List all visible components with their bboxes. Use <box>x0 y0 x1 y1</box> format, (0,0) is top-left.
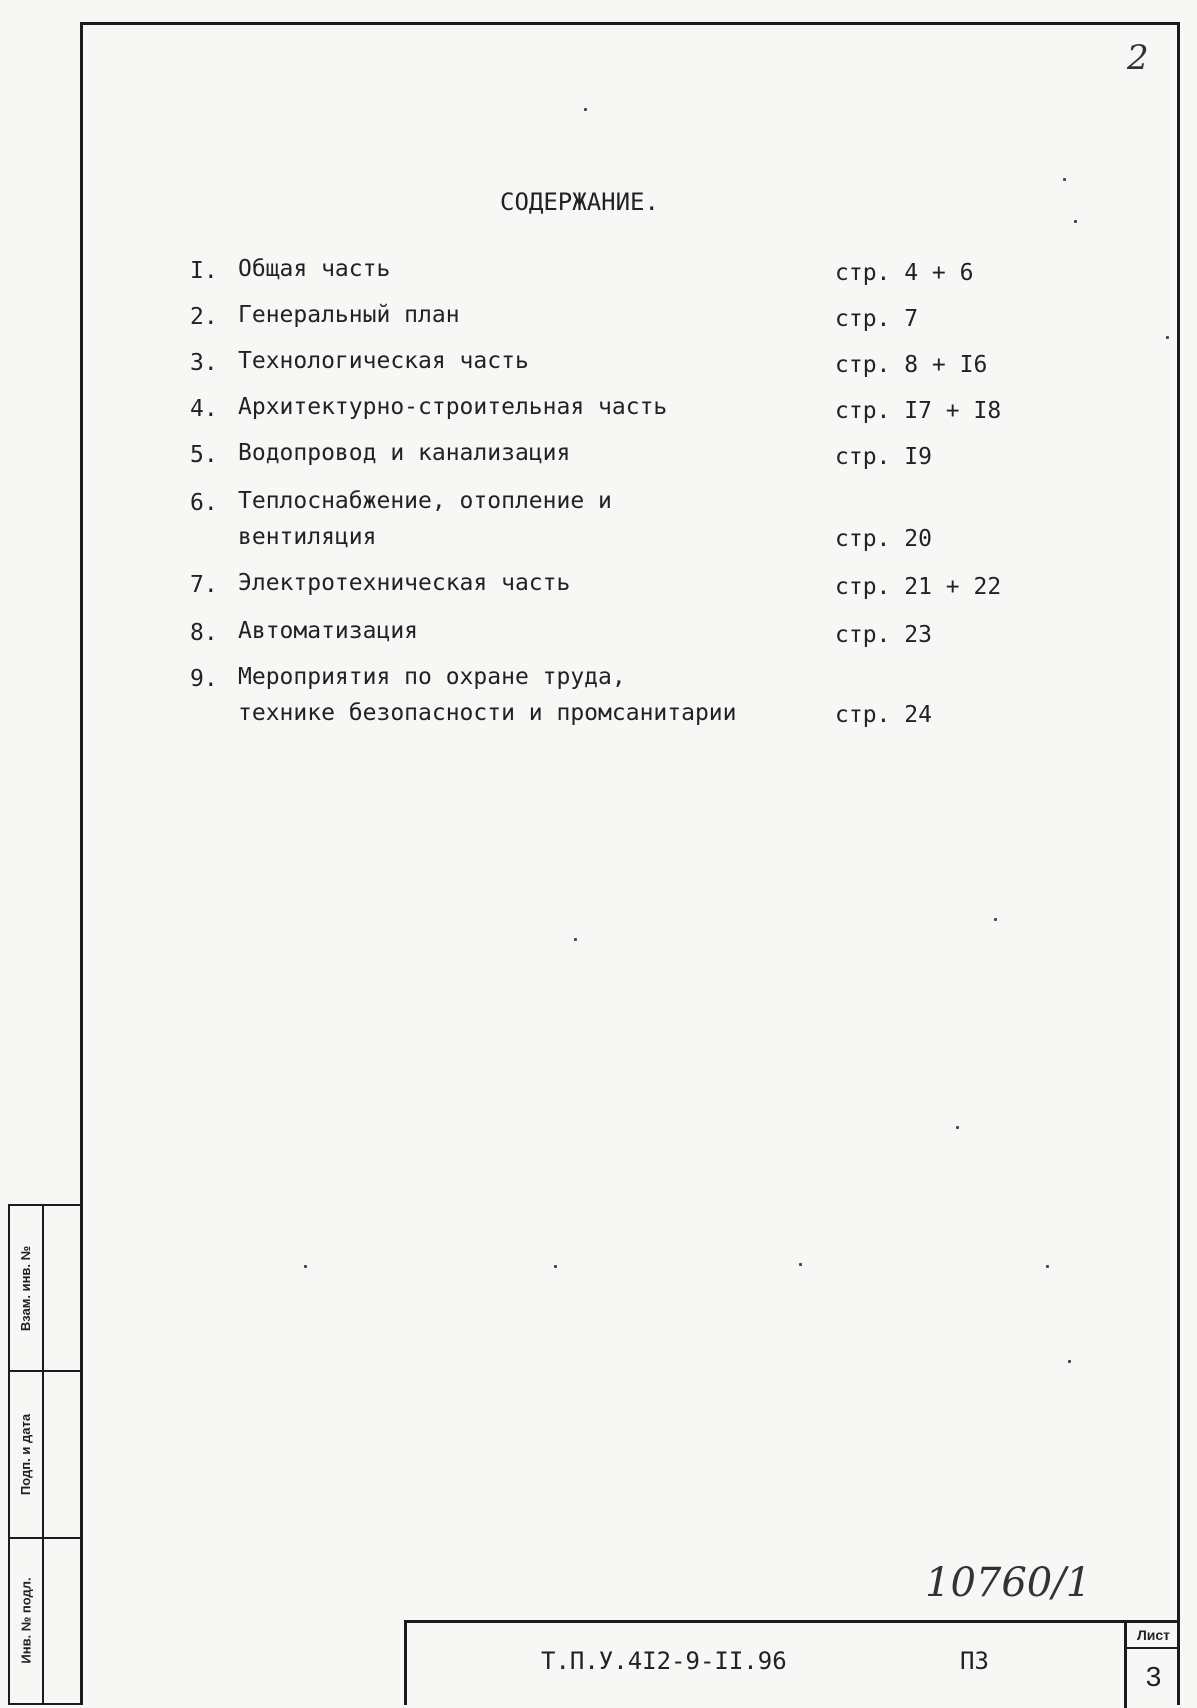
toc-item-text: Теплоснабжение, отопление и вентиляция <box>238 488 612 550</box>
corner-page-number: 2 <box>1127 38 1149 78</box>
side-label-replacement: Взам. инв. № <box>10 1206 44 1370</box>
document-code: Т.П.У.4I2-9-II.96 <box>541 1647 787 1675</box>
toc-item-pages: стр. 21 + 22 <box>835 574 1002 600</box>
scan-speck <box>574 938 577 941</box>
sheet-number: 3 <box>1145 1661 1162 1692</box>
sheet-box <box>1124 1623 1180 1708</box>
toc-item-number: 2. <box>190 304 218 330</box>
scan-speck <box>1074 220 1077 223</box>
side-strip <box>8 1204 80 1705</box>
side-cell-signature <box>10 1372 80 1538</box>
toc-item-pages: стр. 20 <box>835 526 932 552</box>
toc-item-text: Архитектурно-строительная часть <box>238 394 668 420</box>
scan-speck <box>584 108 587 111</box>
sheet-label: Лист <box>1127 1623 1180 1649</box>
scan-speck <box>956 1126 959 1129</box>
toc-item-number: 6. <box>190 490 218 516</box>
toc-item-pages: стр. 7 <box>835 306 919 332</box>
handwritten-inventory-note: 10760/1 <box>925 1560 1092 1606</box>
toc-item-pages: стр. I7 + I8 <box>835 398 1002 424</box>
toc-item-pages: стр. 23 <box>835 622 932 648</box>
toc-item-text: Мероприятия по охране труда, технике безопасности и промсанитарии <box>238 664 737 726</box>
toc-item-number: 8. <box>190 620 218 646</box>
side-cell-inventory <box>10 1539 80 1703</box>
toc-item-number: 3. <box>190 350 218 376</box>
toc-item-number: I. <box>190 258 218 284</box>
toc-item-text: Общая часть <box>238 256 391 282</box>
scan-speck <box>554 1265 557 1268</box>
side-label-signature: Подп. и дата <box>10 1372 44 1536</box>
toc-item-number: 7. <box>190 572 218 598</box>
page-title: СОДЕРЖАНИЕ. <box>500 188 659 216</box>
scan-speck <box>1046 1265 1049 1268</box>
scan-speck <box>304 1265 307 1268</box>
toc-item-text: Автоматизация <box>238 618 419 644</box>
section-code: ПЗ <box>960 1647 989 1675</box>
toc-item-pages: стр. 24 <box>835 702 932 728</box>
title-block-stamp <box>404 1620 1180 1705</box>
toc-item-pages: стр. I9 <box>835 444 932 470</box>
toc-item-text: Электротехническая часть <box>238 570 571 596</box>
scan-speck <box>799 1263 802 1266</box>
toc-item-text: Водопровод и канализация <box>238 440 571 466</box>
toc-item-text: Технологическая часть <box>238 348 529 374</box>
toc-item-pages: стр. 4 + 6 <box>835 260 974 286</box>
toc-item-text: Генеральный план <box>238 302 460 328</box>
scan-speck <box>1068 1360 1071 1363</box>
scan-speck <box>994 918 997 921</box>
toc-item-number: 4. <box>190 396 218 422</box>
toc-item-number: 9. <box>190 666 218 692</box>
toc-item-pages: стр. 8 + I6 <box>835 352 988 378</box>
side-cell-replacement <box>10 1206 80 1372</box>
scan-speck <box>1063 178 1066 181</box>
scan-speck <box>1166 336 1169 339</box>
toc-item-number: 5. <box>190 442 218 468</box>
side-label-inventory: Инв. № подл. <box>10 1539 44 1703</box>
